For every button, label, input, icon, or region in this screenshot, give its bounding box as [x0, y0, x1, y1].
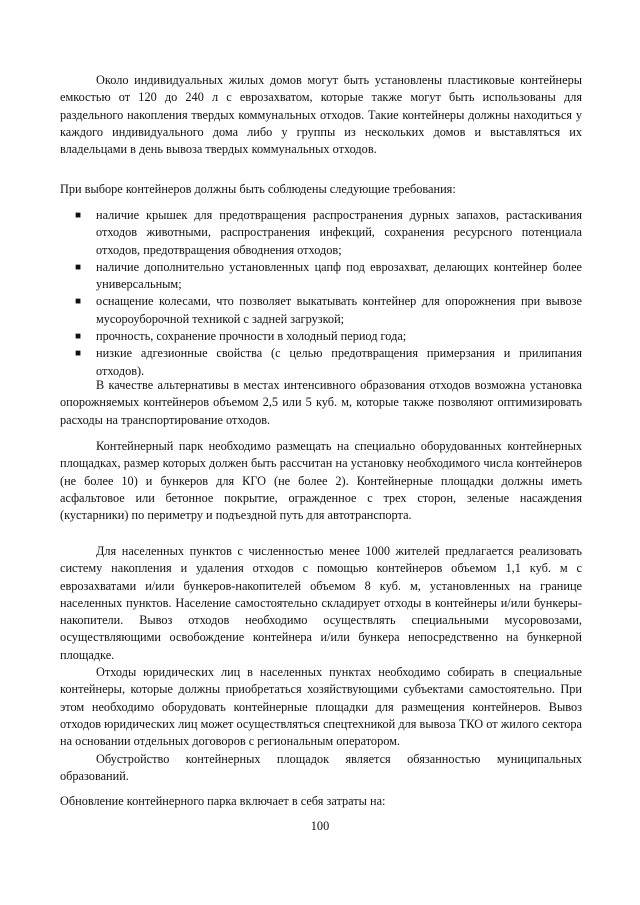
paragraph-municipal-duty: Обустройство контейнерных площадок является обязанностью муниципальных образований. — [60, 752, 582, 784]
list-item — [60, 328, 582, 345]
paragraph-container-park: Контейнерный парк необходимо размещать на специально оборудованных контейнерных площадках, размер которых должен быть рассчитан на установку необходимого числа контейнеров (не более 10) и бункеров для КГО (не более 2). Контейнерные площадки должны иметь асфальтовое или бетонное покрытие, огражденное с трех сторон, зеленые насаждения (кустарники) по периметру и подъездной путь для автотранспорта. — [60, 439, 582, 523]
paragraph-small-settlements: Для населенных пунктов с численностью менее 1000 жителей предлагается реализовать систему накопления и удаления отходов с помощью контейнеров объемом 1,1 куб. м с еврозахватами и/или бункеров-накопителей объемом 8 куб. м, установленных на границе населенных пунктов. Население самостоятельно складирует отходы в контейнеры и/или бункеры-накопители. Вывоз отходов необходимо осуществлять специальными мусоровозами, осуществляющими освобождение контейнера и/или бункера непосредственно на бункерной площадке. — [60, 544, 582, 662]
bullet-icon: ■ — [75, 331, 82, 343]
paragraph-plastic-containers: Около индивидуальных жилых домов могут быть установлены пластиковые контейнеры емкостью от 120 до 240 л с еврозахватом, которые также могут быть использованы для раздельного накопления твердых коммунальных отходов. Такие контейнеры должны находиться у каждого индивидуального дома либо у группы из нескольких домов и выставляться их владельцами в день вывоза твердых коммунальных отходов. — [60, 73, 582, 157]
paragraph-alternative-containers: В качестве альтернативы в местах интенсивного образования отходов возможна установка опорожняемых контейнеров объемом 2,5 или 5 куб. м, которые также позволяют оптимизировать расходы на транспортирование отходов. — [60, 378, 582, 427]
paragraph-legal-entities: Отходы юридических лиц в населенных пунктах необходимо собирать в специальные контейнеры, которые должны приобретаться хозяйствующими субъектами самостоятельно. При этом необходимо оборудовать контейнерные площадки для размещения контейнеров. Вывоз отходов юридических лиц может осуществляться спецтехникой для вывоза ТКО от жилого сектора на основании отдельных договоров с региональным оператором. — [60, 665, 582, 749]
list-item-text: наличие крышек для предотвращения распространения дурных запахов, растаскивания отходов животными, распространения инфекций, сохранения ресурсного потенциала отходов, предотвращения обводнения отходов; — [96, 208, 582, 257]
page-number: 100 — [310, 819, 330, 833]
bullet-icon: ■ — [75, 210, 82, 221]
list-item — [60, 259, 582, 294]
list-item — [60, 345, 582, 380]
list-item-text: наличие дополнительно установленных цапф под еврозахват, делающих контейнер более универсальным; — [96, 259, 582, 292]
list-item-text: оснащение колесами, что позволяет выкатывать контейнер для опорожнения при вывозе мусороуборочной техникой с задней загрузкой; — [96, 294, 582, 326]
paragraph-requirements-intro: При выборе контейнеров должны быть соблюдены следующие требования: — [60, 182, 456, 196]
list-item-text: низкие адгезионные свойства (с целью предотвращения примерзания и прилипания отходов). — [96, 346, 582, 378]
list-item — [60, 207, 582, 259]
list-item-text: прочность, сохранение прочности в холодный период года; — [96, 329, 407, 344]
paragraph-renewal-costs: Обновление контейнерного парка включает в себя затраты на: — [60, 794, 386, 808]
bullet-icon: ■ — [75, 348, 82, 360]
requirements-list — [60, 207, 582, 380]
bullet-icon: ■ — [75, 261, 82, 273]
list-item — [60, 293, 582, 328]
bullet-icon: ■ — [75, 296, 82, 308]
